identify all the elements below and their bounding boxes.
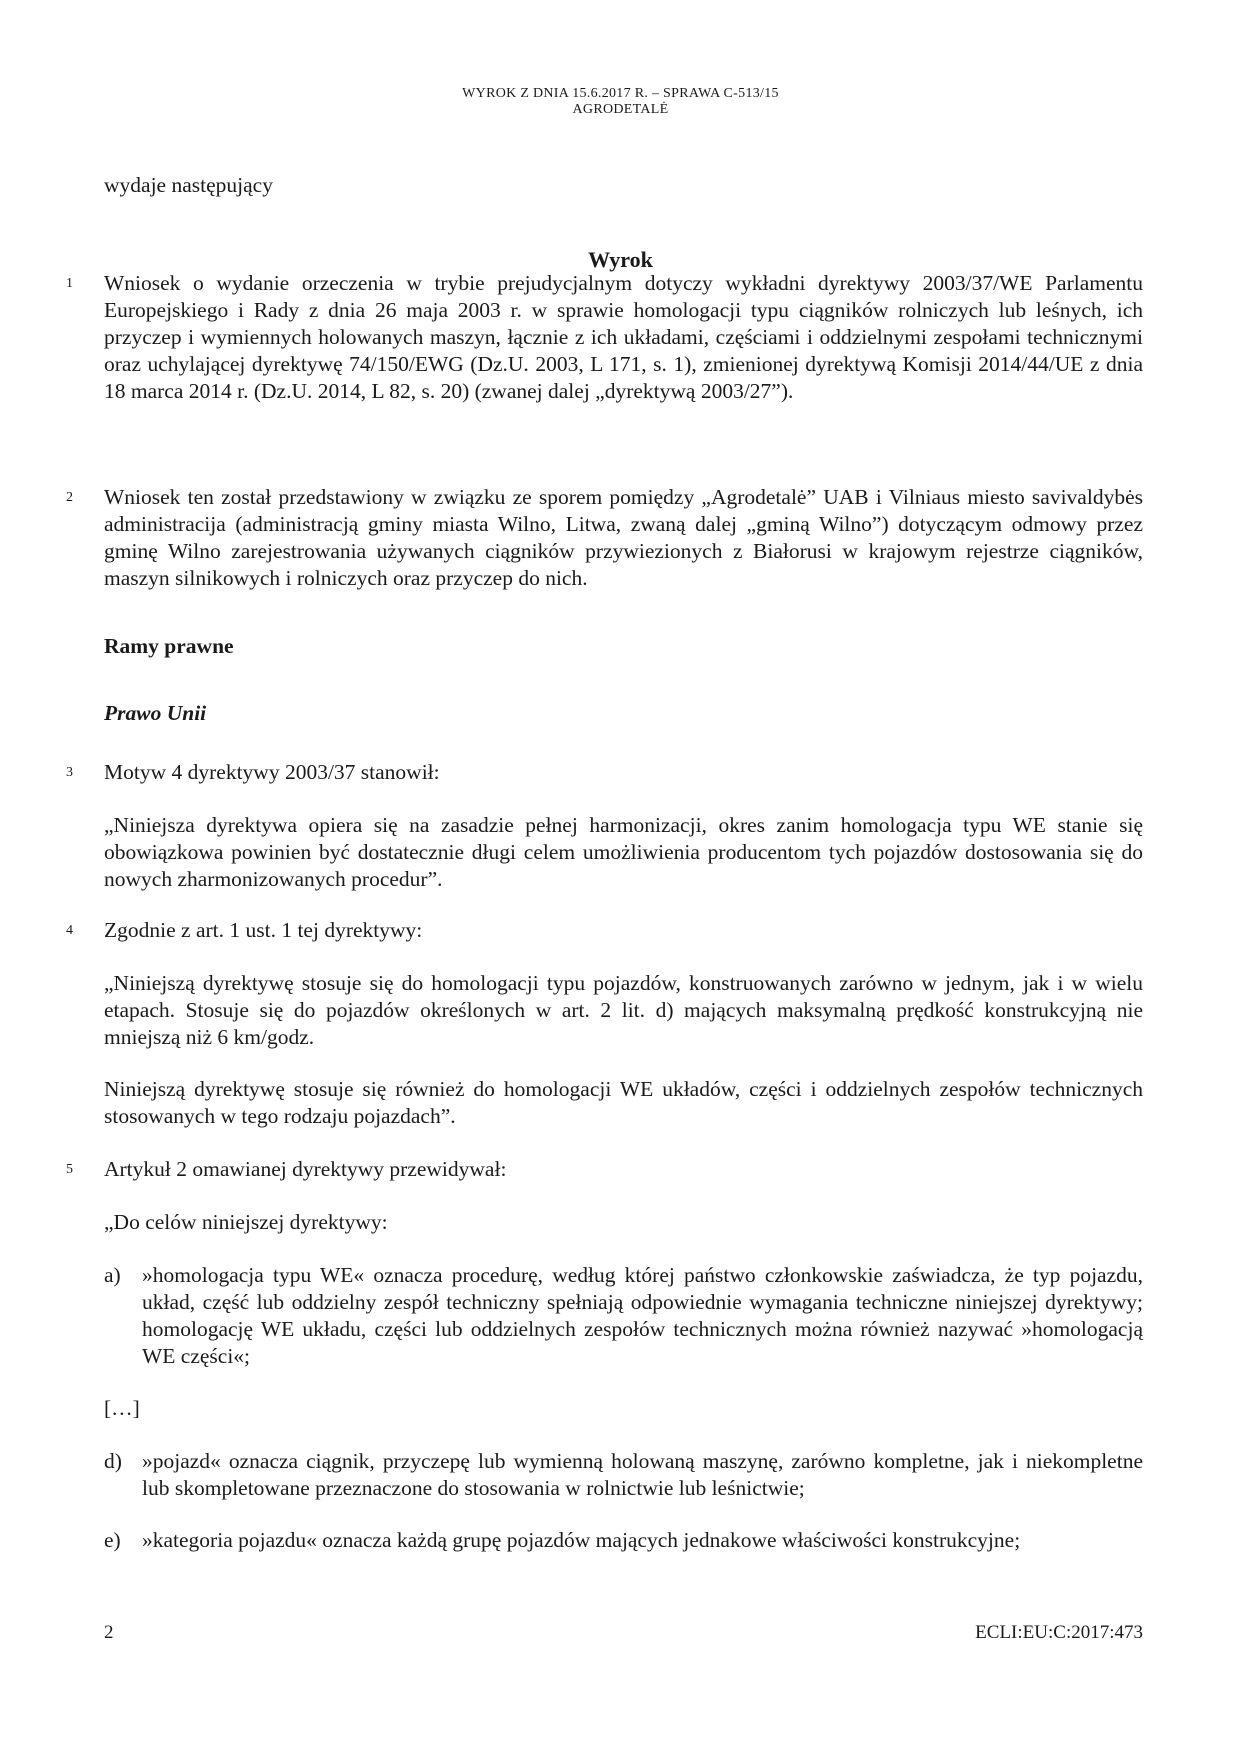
- quote-block: „Niniejszą dyrektywę stosuje się do homologacji typu pojazdów, konstruowanych zarówno w jednym, jak i w wielu etapach. Stosuje się do pojazdów określonych w art. 2 lit. d) mających maksymalną prędkość konstrukcyjną nie mniejszą niż 6 km/godz.: [104, 971, 1143, 1049]
- paragraph-text: Artykuł 2 omawianej dyrektywy przewidywał:: [104, 1157, 507, 1181]
- ellipsis: […]: [104, 1396, 140, 1420]
- paragraph-text: Wniosek o wydanie orzeczenia w trybie prejudycjalnym dotyczy wykładni dyrektywy 2003/37/WE Parlamentu Europejskiego i Rady z dnia 26 maja 2003 r. w sprawie homologacji typu ciągników rolniczych lub leśnych, ich przyczep i wymiennych holowanych maszyn, łącznie z ich układami, częściami i oddzielnymi zespołami technicznymi oraz uchylającej dyrektywę 74/150/EWG (Dz.U. 2003, L 171, s. 1), zmienionej dyrektywą Komisji 2014/44/UE z dnia 18 marca 2014 r. (Dz.U. 2014, L 82, s. 20) (zwanej dalej „dyrektywą 2003/27”).: [104, 271, 1143, 403]
- list-item: »homologacja typu WE« oznacza procedurę, według której państwo członkowskie zaświadcza, że typ pojazdu, układ, część lub oddzielny zespół techniczny spełniają odpowiednie wymagania techniczne niniejszej dyrektywy; homologację WE układu, części lub oddzielnych zespołów technicznych można również nazywać »homologacją WE części«;: [142, 1263, 1143, 1368]
- list-item-marker: a): [104, 1263, 121, 1287]
- intro-text: wydaje następujący: [104, 173, 273, 197]
- list-item: »kategoria pojazdu« oznacza każdą grupę pojazdów mających jednakowe właściwości konstrukcyjne;: [142, 1528, 1021, 1552]
- page-number: 2: [104, 1622, 114, 1643]
- paragraph-number: 1: [66, 276, 73, 291]
- paragraph-text: Wniosek ten został przedstawiony w związku ze sporem pomiędzy „Agrodetalė” UAB i Vilniaus miesto savivaldybės administracija (administracją gminy miasta Wilno, Litwa, zwaną dalej „gminą Wilno”) dotyczącym odmowy przez gminę Wilno zarejestrowania używanych ciągników przywiezionych z Białorusi w krajowym rejestrze ciągników, maszyn silnikowych i rolniczych oraz przyczep do nich.: [104, 485, 1143, 590]
- quote-block: Niniejszą dyrektywę stosuje się również do homologacji WE układów, części i oddzielnych zespołów technicznych stosowanych w tego rodzaju pojazdach”.: [104, 1077, 1143, 1128]
- quote-block: „Niniejsza dyrektywa opiera się na zasadzie pełnej harmonizacji, okres zanim homologacja typu WE stanie się obowiązkowa powinien być dostatecznie długi celem umożliwienia producentom tych pojazdów dostosowania się do nowych zharmonizowanych procedur”.: [104, 813, 1143, 891]
- running-header: [0, 86, 1241, 118]
- list-item-marker: e): [104, 1528, 121, 1552]
- paragraph-text: Motyw 4 dyrektywy 2003/37 stanowił:: [104, 760, 440, 784]
- paragraph-number: 2: [66, 490, 73, 505]
- paragraph-text: Zgodnie z art. 1 ust. 1 tej dyrektywy:: [104, 918, 423, 942]
- list-item: »pojazd« oznacza ciągnik, przyczepę lub wymienną holowaną maszynę, zarówno kompletne, jak i niekompletne lub skompletowane przeznaczone do stosowania w rolnictwie lub leśnictwie;: [142, 1449, 1143, 1500]
- header-party-line: AGRODETALĖ: [572, 102, 669, 117]
- header-case-line: WYROK Z DNIA 15.6.2017 R. – SPRAWA C-513/15: [462, 86, 779, 101]
- subsection-heading: Prawo Unii: [104, 701, 207, 725]
- ecli-identifier: ECLI:EU:C:2017:473: [975, 1622, 1143, 1643]
- paragraph-number: 5: [66, 1162, 73, 1177]
- quote-block: „Do celów niniejszej dyrektywy:: [104, 1210, 388, 1234]
- document-title: Wyrok: [588, 247, 653, 272]
- paragraph-number: 3: [66, 765, 73, 780]
- paragraph-number: 4: [66, 923, 73, 938]
- list-item-marker: d): [104, 1449, 122, 1473]
- section-heading: Ramy prawne: [104, 634, 234, 658]
